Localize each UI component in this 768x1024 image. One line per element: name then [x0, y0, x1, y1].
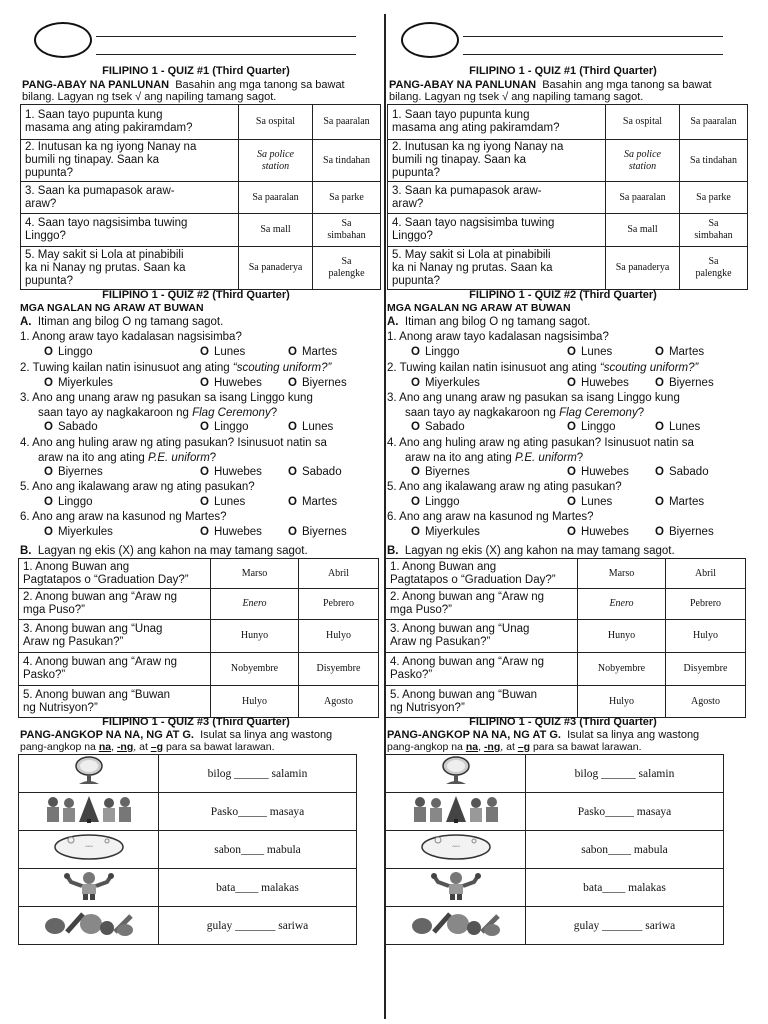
quiz2-question-line2: araw na ito ang ating P.E. uniform?: [405, 452, 584, 464]
bubble-icon: O: [655, 526, 664, 538]
quiz2-question: 4. Ano ang huling araw ng ating pasukan? Isinusuot natin sa: [387, 437, 694, 449]
quiz2-option[interactable]: O Martes: [288, 496, 338, 508]
quiz3-row: [386, 869, 724, 907]
quiz2-month-choice[interactable]: Hunyo: [211, 620, 299, 653]
quiz2-option[interactable]: O Biyernes: [288, 377, 347, 389]
quiz1-heading: PANG-ABAY NA PANLUNAN: [22, 79, 170, 91]
quiz2-part-a: A. Itiman ang bilog O ng tamang sagot.: [20, 316, 224, 328]
bubble-icon: O: [44, 496, 53, 508]
quiz1-instruction: PANG-ABAY NA PANLUNAN Basahin ang mga tanong sa bawat: [389, 79, 712, 91]
quiz3-row: [19, 831, 357, 869]
quiz2-month-choice[interactable]: Marso: [578, 559, 666, 589]
quiz1-table: [20, 104, 381, 290]
quiz2-option[interactable]: O Sabado: [44, 421, 98, 433]
bubble-icon: O: [44, 421, 53, 433]
quiz2-part-a: A. Itiman ang bilog O ng tamang sagot.: [387, 316, 591, 328]
quiz2-option[interactable]: O Martes: [655, 346, 705, 358]
quiz3-row: [386, 755, 724, 793]
quiz2-row: [19, 653, 379, 686]
quiz2-table: [385, 558, 746, 718]
quiz1-question: 4. Saan tayo nagsisimba tuwing Linggo?: [388, 214, 606, 247]
vegetables-icon: [408, 925, 504, 942]
quiz2-row: [19, 620, 379, 653]
score-oval: [34, 22, 92, 58]
quiz1-instruction: PANG-ABAY NA PANLUNAN Basahin ang mga tanong sa bawat: [22, 79, 345, 91]
quiz1-choice-b[interactable]: Sa palengke: [313, 247, 381, 290]
quiz2-option[interactable]: O Biyernes: [655, 377, 714, 389]
quiz3-phrase[interactable]: bata____ malakas: [159, 869, 357, 907]
quiz2-question-line2: saan tayo ay nagkakaroon ng Flag Ceremony?: [38, 407, 278, 419]
quiz2-row: [386, 653, 746, 686]
quiz2-question: 1. Anong araw tayo kadalasan nagsisimba?: [20, 331, 242, 343]
quiz2-month-choice[interactable]: Nobyembre: [578, 653, 666, 686]
quiz2-month-choice[interactable]: Hulyo: [299, 620, 379, 653]
strong-child-icon: [59, 887, 119, 904]
quiz1-choice-a[interactable]: Sa paaralan: [606, 182, 680, 214]
quiz2-option[interactable]: O Biyernes: [44, 466, 103, 478]
quiz3-instruction-line2: pang-angkop na na, -ng, at –g para sa bawat larawan.: [20, 741, 275, 753]
quiz2-option[interactable]: O Huwebes: [567, 466, 629, 478]
quiz2-row: [386, 686, 746, 718]
quiz2-month-question: 4. Anong buwan ang “Araw ng Pasko?”: [19, 653, 211, 686]
quiz3-title: FILIPINO 1 - QUIZ #3 (Third Quarter): [469, 716, 657, 728]
quiz2-option[interactable]: O Linggo: [200, 421, 249, 433]
quiz1-title: FILIPINO 1 - QUIZ #1 (Third Quarter): [469, 65, 657, 77]
quiz2-month-choice[interactable]: Disyembre: [666, 653, 746, 686]
quiz2-question: 5. Ano ang ikalawang araw ng ating pasukan?: [20, 481, 255, 493]
bubble-icon: O: [288, 421, 297, 433]
quiz3-phrase[interactable]: Pasko_____ masaya: [526, 793, 724, 831]
quiz1-choice-b[interactable]: Sa paaralan: [313, 105, 381, 140]
quiz2-question: 2. Tuwing kailan natin isinusuot ang ating “scouting uniform?”: [387, 362, 699, 374]
quiz2-row: [386, 589, 746, 620]
quiz2-option[interactable]: O Linggo: [411, 496, 460, 508]
quiz1-row: [21, 105, 381, 140]
quiz2-title: FILIPINO 1 - QUIZ #2 (Third Quarter): [102, 289, 290, 301]
quiz2-month-choice[interactable]: Hunyo: [578, 620, 666, 653]
quiz1-question: 3. Saan ka pumapasok araw- araw?: [388, 182, 606, 214]
quiz2-month-question: 5. Anong buwan ang “Buwan ng Nutrisyon?”: [386, 686, 578, 718]
quiz1-question: 3. Saan ka pumapasok araw- araw?: [21, 182, 239, 214]
soap-icon: [418, 843, 494, 866]
bubble-icon: O: [411, 346, 420, 358]
quiz3-instruction-line2: pang-angkop na na, -ng, at –g para sa bawat larawan.: [387, 741, 642, 753]
quiz1-question: 1. Saan tayo pupunta kung masama ang ating pakiramdam?: [388, 105, 606, 140]
quiz2-option[interactable]: O Huwebes: [200, 526, 262, 538]
quiz1-question: 2. Inutusan ka ng iyong Nanay na bumili ng tinapay. Saan ka pupunta?: [21, 140, 239, 182]
quiz3-phrase[interactable]: gulay _______ sariwa: [526, 907, 724, 945]
quiz2-part-b: B. Lagyan ng ekis (X) ang kahon na may tamang sagot.: [20, 545, 308, 557]
quiz2-month-choice[interactable]: Enero: [578, 589, 666, 620]
score-oval: [401, 22, 459, 58]
strong-child-icon: [426, 887, 486, 904]
quiz2-heading: MGA NGALAN NG ARAW AT BUWAN: [387, 302, 571, 314]
bubble-icon: O: [288, 346, 297, 358]
svg-text:~~: ~~: [84, 843, 93, 851]
worksheet-right: [383, 0, 759, 1024]
bubble-icon: O: [655, 421, 664, 433]
quiz2-month-question: 5. Anong buwan ang “Buwan ng Nutrisyon?”: [19, 686, 211, 718]
quiz1-choice-a[interactable]: Sa paaralan: [239, 182, 313, 214]
quiz3-picture: [386, 755, 526, 793]
bubble-icon: O: [655, 377, 664, 389]
quiz2-option[interactable]: O Sabado: [655, 466, 709, 478]
bubble-icon: O: [567, 526, 576, 538]
quiz3-instruction: PANG-ANGKOP NA NA, NG AT G. Isulat sa linya ang wastong: [20, 729, 333, 741]
quiz1-question: 1. Saan tayo pupunta kung masama ang ating pakiramdam?: [21, 105, 239, 140]
quiz2-row: [386, 620, 746, 653]
quiz1-choice-a[interactable]: Sa ospital: [239, 105, 313, 140]
quiz2-month-choice[interactable]: Hulyo: [666, 620, 746, 653]
quiz1-choice-a[interactable]: Sa mall: [239, 214, 313, 247]
bubble-icon: O: [200, 496, 209, 508]
quiz2-month-question: 1. Anong Buwan ang Pagtatapos o “Graduation Day?”: [19, 559, 211, 589]
name-line: [96, 36, 356, 37]
quiz3-picture: [386, 907, 526, 945]
christmas-family-icon: [408, 811, 504, 828]
quiz1-table: [387, 104, 748, 290]
quiz3-phrase[interactable]: gulay _______ sariwa: [159, 907, 357, 945]
quiz3-table: [385, 754, 724, 945]
quiz2-option[interactable]: O Martes: [655, 496, 705, 508]
quiz3-table: [18, 754, 357, 945]
quiz3-phrase[interactable]: Pasko_____ masaya: [159, 793, 357, 831]
quiz2-month-question: 2. Anong buwan ang “Araw ng mga Puso?”: [386, 589, 578, 620]
quiz2-row: [19, 589, 379, 620]
quiz2-table: [18, 558, 379, 718]
bubble-icon: O: [655, 346, 664, 358]
mirror-icon: [67, 773, 111, 790]
bubble-icon: O: [44, 466, 53, 478]
quiz2-month-choice[interactable]: Abril: [666, 559, 746, 589]
quiz1-choice-a[interactable]: Sa police station: [606, 140, 680, 182]
quiz2-option[interactable]: O Linggo: [44, 346, 93, 358]
quiz2-option[interactable]: O Lunes: [655, 421, 701, 433]
quiz2-question: 6. Ano ang araw na kasunod ng Martes?: [20, 511, 227, 523]
quiz1-instruction-line2: bilang. Lagyan ng tsek √ ang napiling tamang sagot.: [389, 91, 644, 103]
christmas-family-icon: [41, 811, 137, 828]
quiz2-question: 3. Ano ang unang araw ng pasukan sa isang Linggo kung: [20, 392, 313, 404]
quiz2-month-question: 3. Anong buwan ang “Unag Araw ng Pasukan?”: [19, 620, 211, 653]
quiz2-question: 6. Ano ang araw na kasunod ng Martes?: [387, 511, 594, 523]
quiz2-month-choice[interactable]: Enero: [211, 589, 299, 620]
quiz2-option[interactable]: O Lunes: [200, 346, 246, 358]
quiz3-row: [386, 831, 724, 869]
quiz3-row: [19, 869, 357, 907]
quiz3-heading: PANG-ANGKOP NA NA, NG AT G.: [387, 729, 561, 741]
quiz1-choice-b[interactable]: Sa parke: [313, 182, 381, 214]
quiz1-choice-a[interactable]: Sa panaderya: [606, 247, 680, 290]
quiz2-month-choice[interactable]: Pebrero: [666, 589, 746, 620]
quiz2-option[interactable]: O Biyernes: [655, 526, 714, 538]
date-line: [96, 54, 356, 55]
quiz2-option[interactable]: O Linggo: [411, 346, 460, 358]
bubble-icon: O: [200, 377, 209, 389]
quiz2-row: [19, 686, 379, 718]
quiz2-option[interactable]: O Sabado: [411, 421, 465, 433]
quiz3-phrase[interactable]: bata____ malakas: [526, 869, 724, 907]
quiz2-title: FILIPINO 1 - QUIZ #2 (Third Quarter): [469, 289, 657, 301]
bubble-icon: O: [44, 526, 53, 538]
bubble-icon: O: [411, 377, 420, 389]
quiz2-option[interactable]: O Lunes: [200, 496, 246, 508]
quiz1-choice-b[interactable]: Sa palengke: [680, 247, 748, 290]
quiz3-picture: [19, 755, 159, 793]
quiz1-row: [388, 140, 748, 182]
quiz2-month-choice[interactable]: Abril: [299, 559, 379, 589]
quiz1-choice-a[interactable]: Sa mall: [606, 214, 680, 247]
quiz1-choice-b[interactable]: Sa tindahan: [313, 140, 381, 182]
quiz2-question-line2: araw na ito ang ating P.E. uniform?: [38, 452, 217, 464]
bubble-icon: O: [288, 526, 297, 538]
svg-text:~~: ~~: [451, 843, 460, 851]
quiz2-question: 5. Ano ang ikalawang araw ng ating pasukan?: [387, 481, 622, 493]
quiz2-option[interactable]: O Miyerkules: [44, 377, 113, 389]
quiz2-month-choice[interactable]: Marso: [211, 559, 299, 589]
bubble-icon: O: [567, 466, 576, 478]
quiz1-choice-a[interactable]: Sa panaderya: [239, 247, 313, 290]
quiz1-title: FILIPINO 1 - QUIZ #1 (Third Quarter): [102, 65, 290, 77]
quiz2-question: 1. Anong araw tayo kadalasan nagsisimba?: [387, 331, 609, 343]
bubble-icon: O: [200, 346, 209, 358]
quiz1-row: [21, 247, 381, 290]
quiz2-option[interactable]: O Lunes: [567, 346, 613, 358]
quiz2-question: 4. Ano ang huling araw ng ating pasukan? Isinusuot natin sa: [20, 437, 327, 449]
quiz3-phrase[interactable]: bilog ______ salamin: [159, 755, 357, 793]
quiz3-title: FILIPINO 1 - QUIZ #3 (Third Quarter): [102, 716, 290, 728]
quiz3-row: [386, 907, 724, 945]
quiz1-row: [21, 182, 381, 214]
quiz3-picture: [19, 869, 159, 907]
quiz2-option[interactable]: O Huwebes: [200, 377, 262, 389]
quiz1-row: [388, 214, 748, 247]
quiz1-question: 5. May sakit si Lola at pinabibili ka ni Nanay ng prutas. Saan ka pupunta?: [388, 247, 606, 290]
quiz2-option[interactable]: O Linggo: [567, 421, 616, 433]
quiz2-option[interactable]: O Biyernes: [411, 466, 470, 478]
quiz3-picture: [386, 831, 526, 869]
quiz1-choice-b[interactable]: Sa simbahan: [680, 214, 748, 247]
quiz2-question-line2: saan tayo ay nagkakaroon ng Flag Ceremony?: [405, 407, 645, 419]
quiz2-option[interactable]: O Linggo: [44, 496, 93, 508]
quiz2-month-choice[interactable]: Agosto: [299, 686, 379, 718]
quiz2-option[interactable]: O Miyerkules: [411, 377, 480, 389]
quiz1-row: [21, 214, 381, 247]
quiz3-phrase[interactable]: bilog ______ salamin: [526, 755, 724, 793]
worksheet-left: [16, 0, 392, 1024]
quiz2-month-choice[interactable]: Agosto: [666, 686, 746, 718]
bubble-icon: O: [567, 421, 576, 433]
quiz2-row: [386, 559, 746, 589]
quiz3-picture: [386, 869, 526, 907]
quiz2-option[interactable]: O Sabado: [288, 466, 342, 478]
quiz1-row: [388, 182, 748, 214]
quiz2-option[interactable]: O Lunes: [288, 421, 334, 433]
quiz3-row: [19, 793, 357, 831]
quiz1-choice-b[interactable]: Sa tindahan: [680, 140, 748, 182]
quiz2-heading: MGA NGALAN NG ARAW AT BUWAN: [20, 302, 204, 314]
quiz1-choice-a[interactable]: Sa ospital: [606, 105, 680, 140]
date-line: [463, 54, 723, 55]
quiz2-month-choice[interactable]: Nobyembre: [211, 653, 299, 686]
quiz1-choice-b[interactable]: Sa paaralan: [680, 105, 748, 140]
bubble-icon: O: [567, 496, 576, 508]
quiz2-month-question: 4. Anong buwan ang “Araw ng Pasko?”: [386, 653, 578, 686]
quiz2-month-question: 1. Anong Buwan ang Pagtatapos o “Graduation Day?”: [386, 559, 578, 589]
quiz2-option[interactable]: O Miyerkules: [44, 526, 113, 538]
quiz2-option[interactable]: O Biyernes: [288, 526, 347, 538]
bubble-icon: O: [288, 466, 297, 478]
quiz2-month-choice[interactable]: Disyembre: [299, 653, 379, 686]
quiz3-picture: [19, 831, 159, 869]
bubble-icon: O: [411, 526, 420, 538]
name-line: [463, 36, 723, 37]
bubble-icon: O: [288, 377, 297, 389]
quiz1-row: [388, 247, 748, 290]
quiz2-month-choice[interactable]: Hulyo: [211, 686, 299, 718]
quiz2-option[interactable]: O Huwebes: [200, 466, 262, 478]
bubble-icon: O: [655, 466, 664, 478]
bubble-icon: O: [200, 421, 209, 433]
quiz2-question: 2. Tuwing kailan natin isinusuot ang ating “scouting uniform?”: [20, 362, 332, 374]
quiz1-choice-b[interactable]: Sa simbahan: [313, 214, 381, 247]
quiz2-month-choice[interactable]: Hulyo: [578, 686, 666, 718]
mirror-icon: [434, 773, 478, 790]
quiz3-instruction: PANG-ANGKOP NA NA, NG AT G. Isulat sa linya ang wastong: [387, 729, 700, 741]
quiz3-row: [19, 755, 357, 793]
quiz1-question: 4. Saan tayo nagsisimba tuwing Linggo?: [21, 214, 239, 247]
quiz3-row: [19, 907, 357, 945]
quiz2-option[interactable]: O Miyerkules: [411, 526, 480, 538]
quiz2-option[interactable]: O Huwebes: [567, 377, 629, 389]
quiz3-picture: [19, 793, 159, 831]
quiz2-option[interactable]: O Huwebes: [567, 526, 629, 538]
bubble-icon: O: [655, 496, 664, 508]
quiz1-choice-a[interactable]: Sa police station: [239, 140, 313, 182]
vegetables-icon: [41, 925, 137, 942]
quiz1-row: [21, 140, 381, 182]
bubble-icon: O: [411, 466, 420, 478]
bubble-icon: O: [44, 346, 53, 358]
bubble-icon: O: [44, 377, 53, 389]
quiz3-phrase[interactable]: sabon____ mabula: [159, 831, 357, 869]
quiz3-heading: PANG-ANGKOP NA NA, NG AT G.: [20, 729, 194, 741]
bubble-icon: O: [200, 466, 209, 478]
quiz2-month-question: 2. Anong buwan ang “Araw ng mga Puso?”: [19, 589, 211, 620]
quiz1-question: 2. Inutusan ka ng iyong Nanay na bumili ng tinapay. Saan ka pupunta?: [388, 140, 606, 182]
quiz2-question: 3. Ano ang unang araw ng pasukan sa isang Linggo kung: [387, 392, 680, 404]
quiz2-row: [19, 559, 379, 589]
quiz1-row: [388, 105, 748, 140]
quiz2-option[interactable]: O Martes: [288, 346, 338, 358]
bubble-icon: O: [567, 377, 576, 389]
bubble-icon: O: [567, 346, 576, 358]
quiz3-row: [386, 793, 724, 831]
quiz1-instruction-line2: bilang. Lagyan ng tsek √ ang napiling tamang sagot.: [22, 91, 277, 103]
quiz2-month-question: 3. Anong buwan ang “Unag Araw ng Pasukan?”: [386, 620, 578, 653]
quiz2-month-choice[interactable]: Pebrero: [299, 589, 379, 620]
soap-icon: [51, 843, 127, 866]
quiz3-phrase[interactable]: sabon____ mabula: [526, 831, 724, 869]
bubble-icon: O: [200, 526, 209, 538]
quiz2-option[interactable]: O Lunes: [567, 496, 613, 508]
quiz3-picture: [19, 907, 159, 945]
quiz1-question: 5. May sakit si Lola at pinabibili ka ni Nanay ng prutas. Saan ka pupunta?: [21, 247, 239, 290]
quiz1-choice-b[interactable]: Sa parke: [680, 182, 748, 214]
bubble-icon: O: [411, 496, 420, 508]
quiz3-picture: [386, 793, 526, 831]
quiz1-heading: PANG-ABAY NA PANLUNAN: [389, 79, 537, 91]
bubble-icon: O: [288, 496, 297, 508]
bubble-icon: O: [411, 421, 420, 433]
quiz2-part-b: B. Lagyan ng ekis (X) ang kahon na may tamang sagot.: [387, 545, 675, 557]
